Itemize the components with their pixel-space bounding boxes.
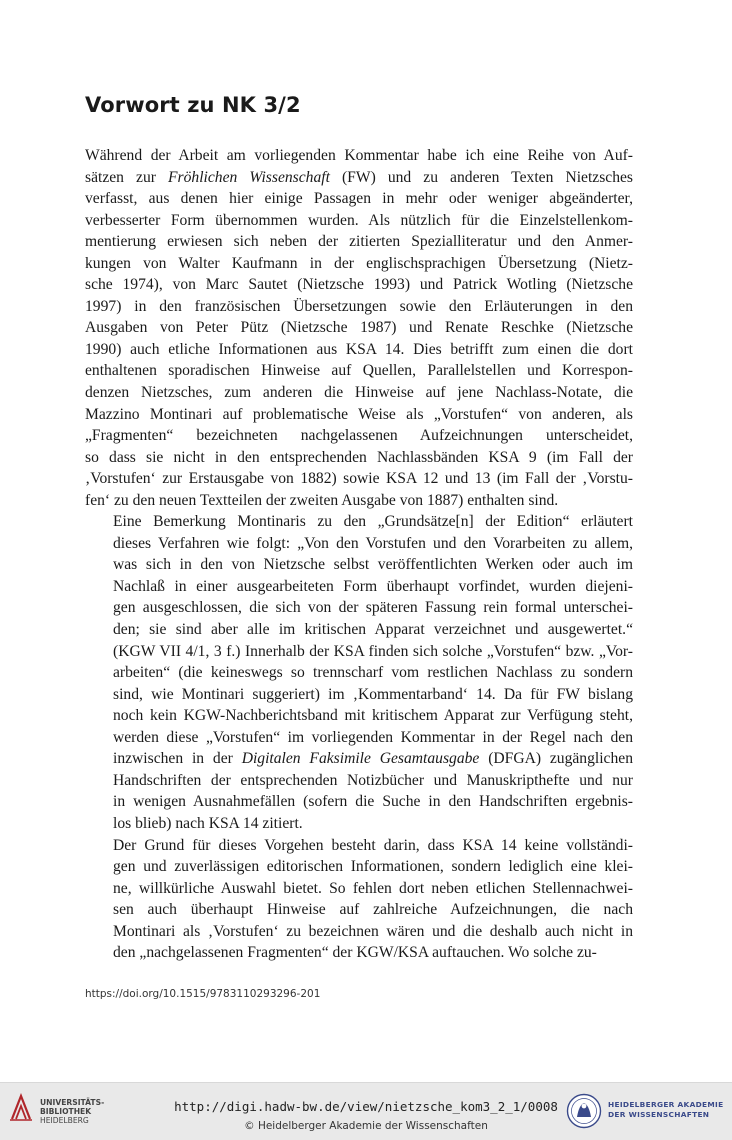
text-line: in wenigen Ausnahmefällen (sofern die Suche in den Handschriften ergebnis- (113, 793, 633, 811)
text-line: Der Grund für dieses Vorgehen besteht darin, dass KSA 14 keine vollständi- (113, 836, 633, 854)
text-line: mentierung erwiesen sich neben der zitierten Spezialliteratur und den Anmer- (85, 233, 633, 251)
text-line: inzwischen in der Digitalen Faksimile Gesamtausgabe (DFGA) zugänglichen (113, 750, 633, 768)
text-line: verfasst, aus denen hier einige Passagen in mehr oder weniger abgeänderter, (85, 190, 633, 208)
text-line: noch kein KGW-Nachberichtsband mit kritischem Apparat zur Verfügung steht, (113, 707, 633, 725)
viewer-footer (0, 1082, 732, 1140)
text-line: ne, willkürliche Auswahl bietet. So fehlen dort neben etlichen Stellennachwei- (113, 879, 633, 897)
text-line: 1997) in den französischen Übersetzungen sowie den Erläuterungen in den (85, 297, 633, 315)
text-line: (KGW VII 4/1, 3 f.) Innerhalb der KSA finden sich solche „Vorstufen“ bzw. „Vor- (113, 642, 633, 660)
text-line: denzen Nietzsches, zum anderen die Hinweise auf jene Nachlass-Notate, die (85, 384, 633, 402)
text-line: werden diese „Vorstufen“ im vorliegenden Kommentar in der Regel nach den (113, 728, 633, 746)
text-line: was sich in den von Nietzsche selbst veröffentlichten Werken oder auch im (113, 556, 633, 574)
text-line: ‚Vorstufen‘ zur Erstausgabe von 1882) sowie KSA 12 und 13 (im Fall der ‚Vorstu- (85, 470, 633, 488)
text-line: sche 1974), von Marc Sautet (Nietzsche 1993) und Patrick Wotling (Nietzsche (85, 276, 633, 294)
text-line: arbeiten“ (die keineswegs so trennscharf vom restlichen Nachlass zu sondern (113, 664, 633, 682)
text-line: sind, wie Montinari suggeriert) im ‚Kommentarband‘ 14. Da für FW bislang (113, 685, 633, 703)
text-line: Mazzino Montinari auf problematische Weise als „Vorstufen“ von anderen, als (85, 405, 633, 423)
text-line: Nachlaß in einer ausgearbeiteten Form überhaupt vorfindet, wurden diejeni- (113, 577, 633, 595)
text-line: gen und zuverlässigen editorischen Informationen, sondern lediglich eine klei- (113, 858, 633, 876)
paragraph-2 (85, 511, 633, 834)
text-line: Montinari als ‚Vorstufen‘ zu bezeichnen wären und die deshalb auch nicht in (113, 922, 633, 940)
text-line: Handschriften der entsprechenden Notizbücher und Manuskripthefte und nur (113, 771, 633, 789)
academy-seal-icon (566, 1093, 602, 1129)
paragraph-3 (85, 835, 633, 964)
academy-logo-text: HEIDELBERGER AKADEMIE DER WISSENSCHAFTEN (608, 1100, 724, 1119)
text-line: den „nachgelassenen Fragmenten“ der KGW/KSA auftauchen. Wo solche zu- (113, 944, 597, 962)
text-line: enthaltenen sporadischen Hinweise auf Quellen, Parallelstellen und Korrespon- (85, 362, 633, 380)
text-line: den; sie sind aber alle im kritischen Apparat verzeichnet und ausgewertet.“ (113, 621, 633, 639)
permalink-url[interactable]: http://digi.hadw-bw.de/view/nietzsche_kom3_2_1/0008 (174, 1099, 558, 1114)
text-line: Ausgaben von Peter Pütz (Nietzsche 1987) und Renate Reschke (Nietzsche (85, 319, 633, 337)
university-library-logo-text: UNIVERSITÄTS- BIBLIOTHEK HEIDELBERG (40, 1098, 105, 1125)
text-line: „Fragmenten“ bezeichneten nachgelassenen Aufzeichnungen unterscheidet, (85, 427, 633, 445)
paragraph-1 (85, 145, 633, 511)
text-line: 1990) auch etliche Informationen aus KSA 14. Dies betrifft zum einen die dort (85, 340, 633, 358)
text-line: los blieb) nach KSA 14 zitiert. (113, 814, 303, 832)
page-title: Vorwort zu NK 3/2 (85, 93, 301, 117)
text-line: sätzen zur Fröhlichen Wissenschaft (FW) und zu anderen Texten Nietzsches (85, 168, 633, 186)
text-line: so dass sie nicht in den entsprechenden Nachlassbänden KSA 9 (im Fall der (85, 448, 633, 466)
text-line: Eine Bemerkung Montinaris zu den „Grundsätze[n] der Edition“ erläutert (113, 513, 633, 531)
text-line: dieses Verfahren wie folgt: „Von den Vorstufen und den Vorarbeiten zu allem, (113, 534, 633, 552)
text-line: fen‘ zu den neuen Textteilen der zweiten Ausgabe von 1887) enthalten sind. (85, 491, 559, 509)
text-line: Während der Arbeit am vorliegenden Kommentar habe ich eine Reihe von Auf- (85, 147, 633, 164)
doi-link[interactable]: https://doi.org/10.1515/9783110293296-201 (85, 988, 321, 1000)
text-line: verbesserter Form übernommen wurden. Als nützlich für die Einzelstellenkom- (85, 211, 633, 229)
text-line: sen auch überhaupt Hinweise auf zahlreiche Aufzeichnungen, die nach (113, 901, 633, 919)
body-text (85, 145, 633, 964)
text-line: gen ausgeschlossen, die sich von der späteren Fassung rein formal unterschei- (113, 599, 633, 617)
copyright-notice: © Heidelberger Akademie der Wissenschaften (244, 1120, 488, 1132)
text-line: kungen von Walter Kaufmann in der englischsprachigen Übersetzung (Nietz- (85, 254, 633, 272)
